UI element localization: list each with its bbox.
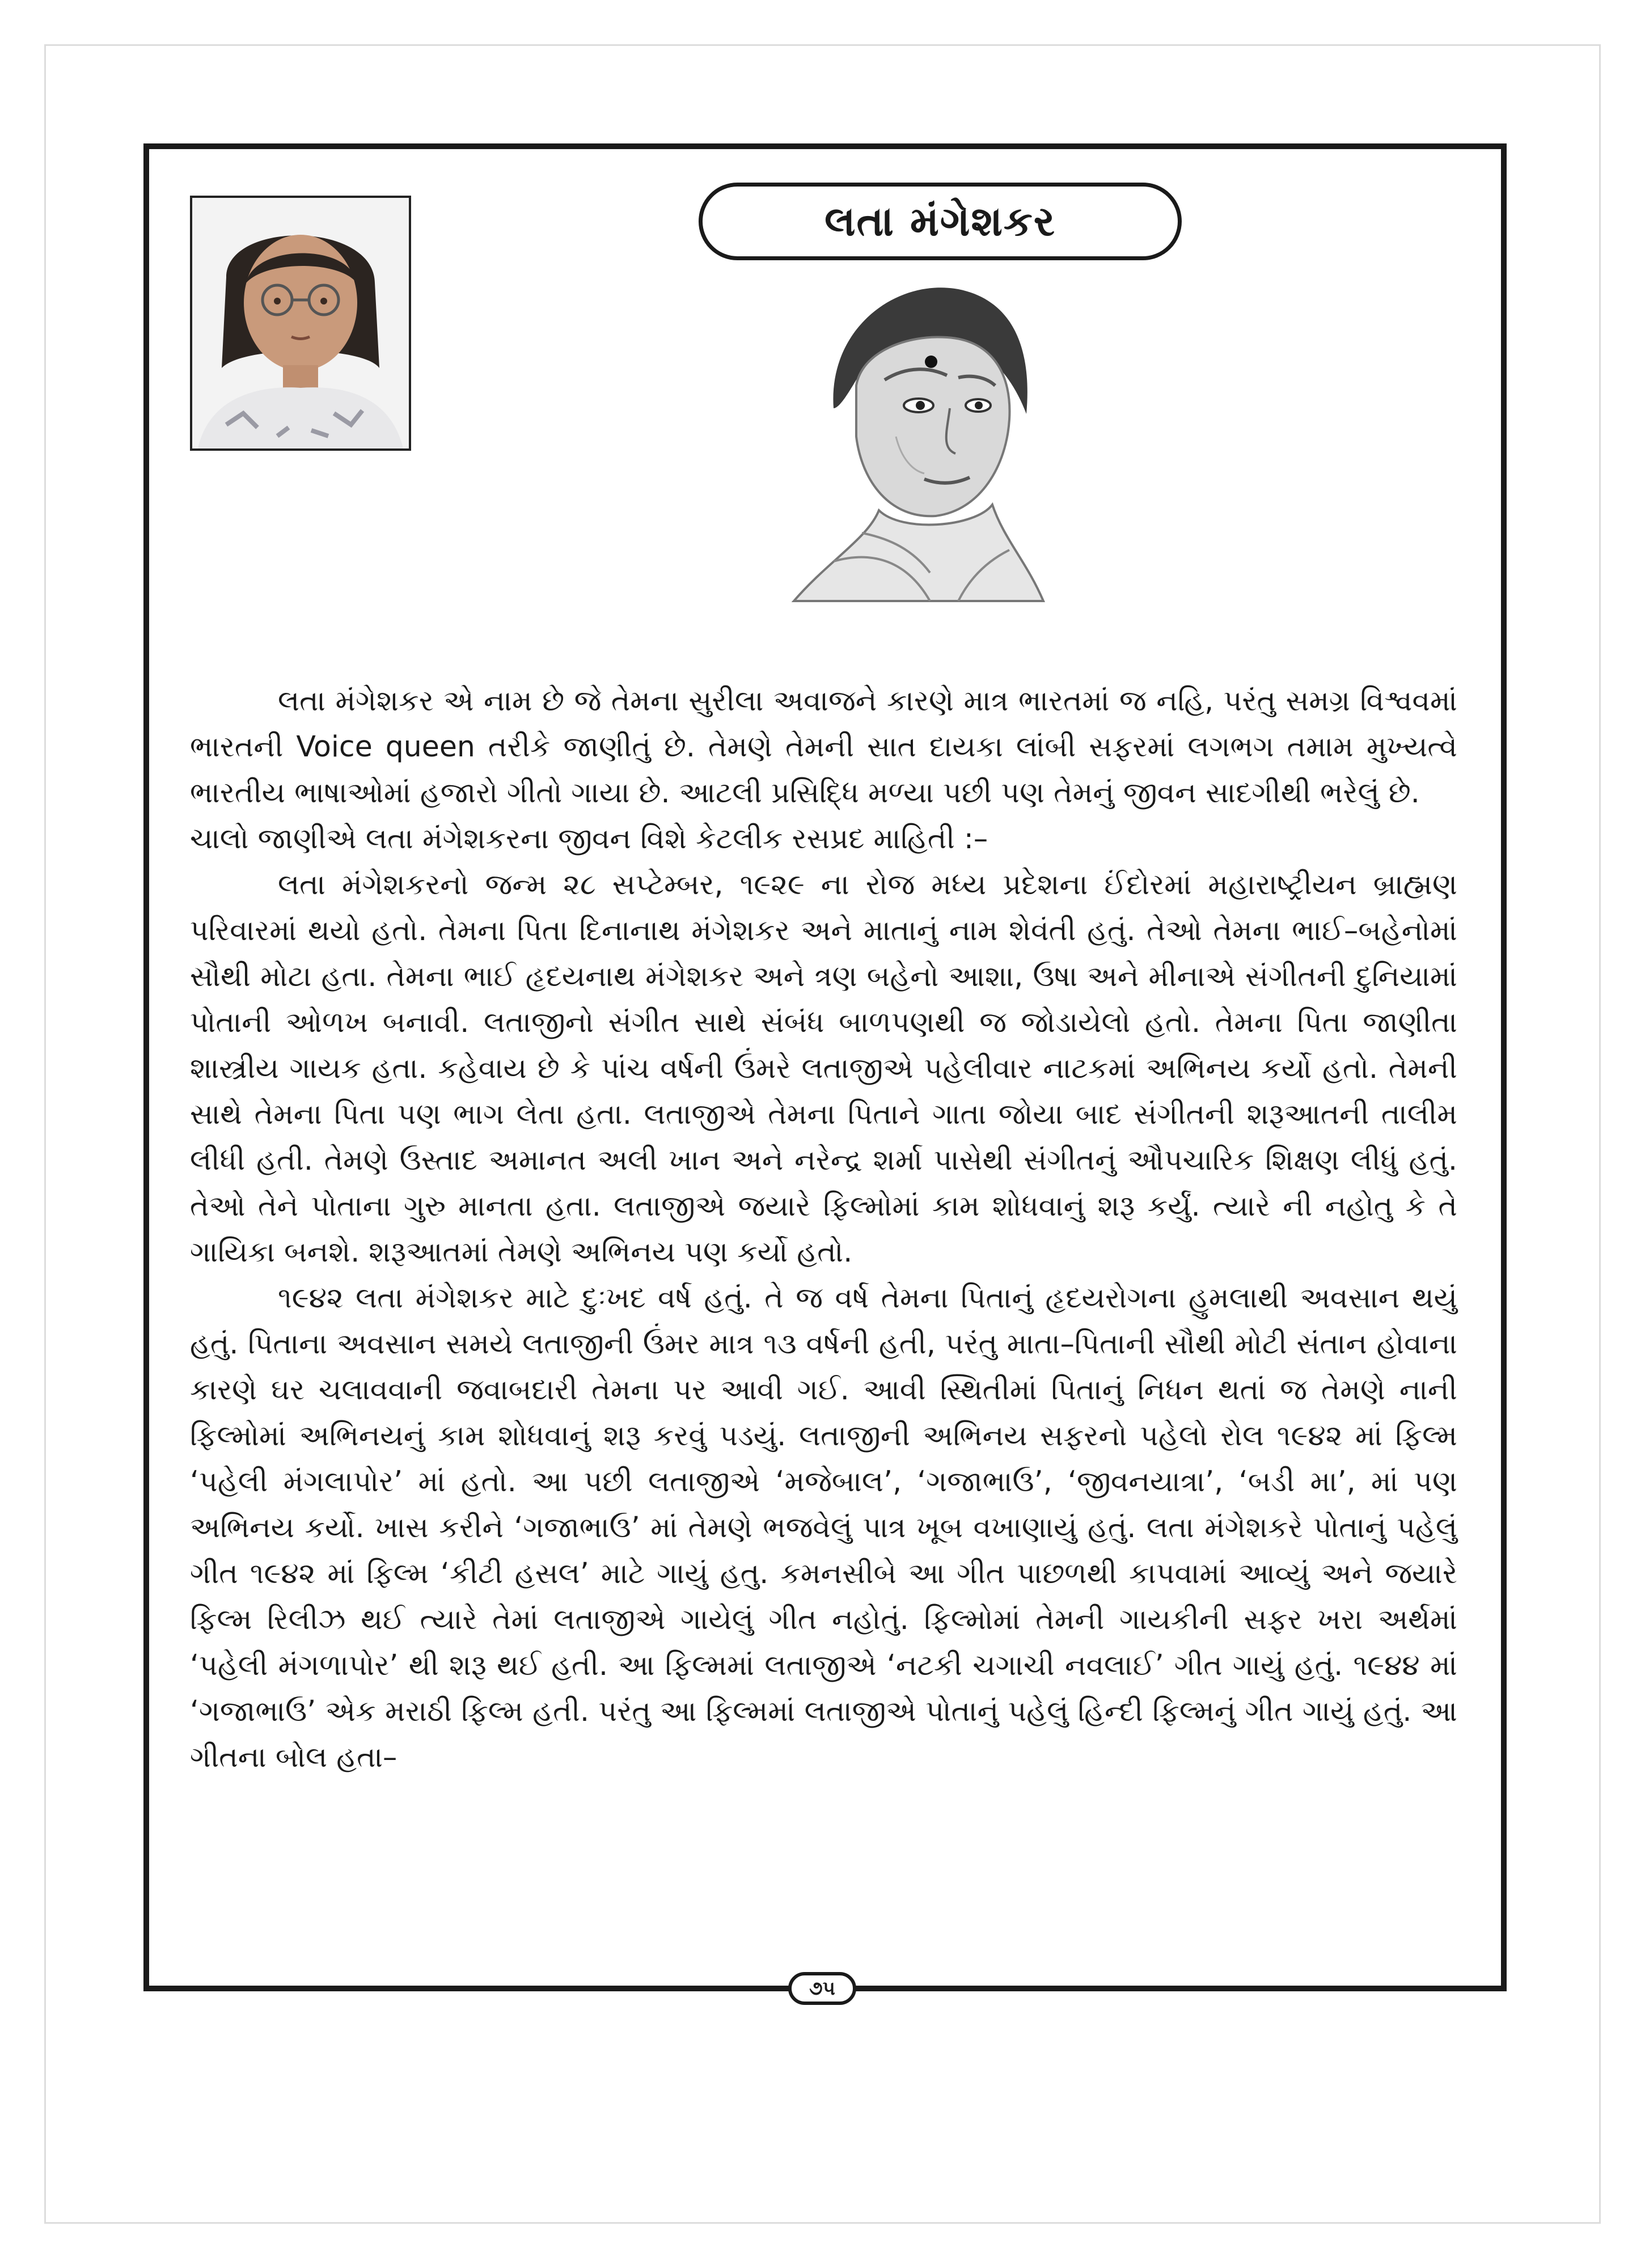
page-number: ૭૫ (788, 1972, 856, 2005)
page-number-badge (788, 1972, 856, 2005)
paragraph-heading: ચાલો જાણીએ લતા મંગેશકરના જીવન વિશે કેટલીક રસપ્રદ માહિતી :– (190, 822, 988, 855)
paragraph-intro: લતા મંગેશકર એ નામ છે જે તેમના સુરીલા અવાજને કારણે માત્ર ભારતમાં જ નહિ, પરંતુ સમગ્ર વિશ્વવમાં ભારતની Voice queen તરીકે જાણીતું છે. તેમણે તેમની સાત દાયકા લાંબી સફરમાં લગભગ તમામ મુખ્યત્વે ભારતીય ભાષાઓમાં હજારો ગીતો ગાયા છે. આટલી પ્રસિદ્ધિ મળ્યા પછી પણ તેમનું જીવન સાદગીથી ભરેલું છે. (190, 684, 1457, 809)
paragraph-early-life: લતા મંગેશકરનો જન્મ ૨૮ સપ્ટેમ્બર, ૧૯૨૯ ના રોજ મધ્ય પ્રદેશના ઈંદોરમાં મહારાષ્ટ્રીયન બ્રાહ્મણ પરિવારમાં થયો હતો. તેમના પિતા દિનાનાથ મંગેશકર અને માતાનું નામ શેવંતી હતું. તેઓ તેમના ભાઈ–બહેનોમાં સૌથી મોટા હતા. તેમના ભાઈ હૃદયનાથ મંગેશકર અને ત્રણ બહેનો આશા, ઉષા અને મીનાએ સંગીતની દુનિયામાં પોતાની ઓળખ બનાવી. લતાજીનો સંગીત સાથે સંબંધ બાળપણથી જ જોડાયેલો હતો. તેમના પિતા જાણીતા શાસ્ત્રીય ગાયક હતા. કહેવાય છે કે પાંચ વર્ષની ઉંમરે લતાજીએ પહેલીવાર નાટકમાં અભિનય કર્યો હતો. તેમની સાથે તેમના પિતા પણ ભાગ લેતા હતા. લતાજીએ તેમના પિતાને ગાતા જોયા બાદ સંગીતની શરૂઆતની તાલીમ લીધી હતી. તેમણે ઉસ્તાદ અમાનત અલી ખાન અને નરેન્દ્ર શર્મા પાસેથી સંગીતનું ઔપચારિક શિક્ષણ લીધું હતું. તેઓ તેને પોતાના ગુરુ માનતા હતા. લતાજીએ જયારે ફિલ્મોમાં કામ શોધવાનું શરૂ કર્યું. ત્યારે ની નહોતુ કે તે ગાયિકા બનશે. શરૂઆતમાં તેમણે અભિનય પણ કર્યો હતો. (190, 868, 1457, 1268)
author-photo (190, 196, 411, 451)
paragraph-career: ૧૯૪૨ લતા મંગેશકર માટે દુઃખદ વર્ષ હતું. તે જ વર્ષ તેમના પિતાનું હૃદયરોગના હુમલાથી અવસાન થયું હતું. પિતાના અવસાન સમયે લતાજીની ઉંમર માત્ર ૧૩ વર્ષની હતી, પરંતુ માતા–પિતાની સૌથી મોટી સંતાન હોવાના કારણે ઘર ચલાવવાની જવાબદારી તેમના પર આવી ગઈ. આવી સ્થિતીમાં પિતાનું નિધન થતાં જ તેમણે નાની ફિલ્મોમાં અભિનયનું કામ શોધવાનું શરૂ કરવું પડયું. લતાજીની અભિનય સફરનો પહેલો રોલ ૧૯૪૨ માં ફિલ્મ ‘પહેલી મંગલાપોર’ માં હતો. આ પછી લતાજીએ ‘મજેબાલ’, ‘ગજાભાઉ’, ‘જીવનયાત્રા’, ‘બડી મા’, માં પણ અભિનય કર્યો. ખાસ કરીને ‘ગજાભાઉ’ માં તેમણે ભજવેલું પાત્ર ખૂબ વખાણાયું હતું. લતા મંગેશકરે પોતાનું પહેલું ગીત ૧૯૪૨ માં ફિલ્મ ‘કીટી હસલ’ માટે ગાયું હતુ. કમનસીબે આ ગીત પાછળથી કાપવામાં આવ્યું અને જયારે ફિલ્મ રિલીઝ થઈ ત્યારે તેમાં લતાજીએ ગાયેલું ગીત નહોતું. ફિલ્મોમાં તેમની ગાયકીની સફર ખરા અર્થમાં ‘પહેલી મંગળાપોર’ થી શરૂ થઈ હતી. આ ફિલ્મમાં લતાજીએ ‘નટકી ચગાચી નવલાઈ’ ગીત ગાયું હતું. ૧૯૪૪ માં ‘ગજાભાઉ’ એક મરાઠી ફિલ્મ હતી. પરંતુ આ ફિલ્મમાં લતાજીએ પોતાનું પહેલું હિન્દી ફિલ્મનું ગીત ગાયું હતું. આ ગીતના બોલ હતા– (190, 1281, 1457, 1774)
article-body (190, 678, 1457, 1780)
portrait-sketch (760, 266, 1077, 607)
page-title: લતા મંગેશકર (699, 183, 1182, 260)
